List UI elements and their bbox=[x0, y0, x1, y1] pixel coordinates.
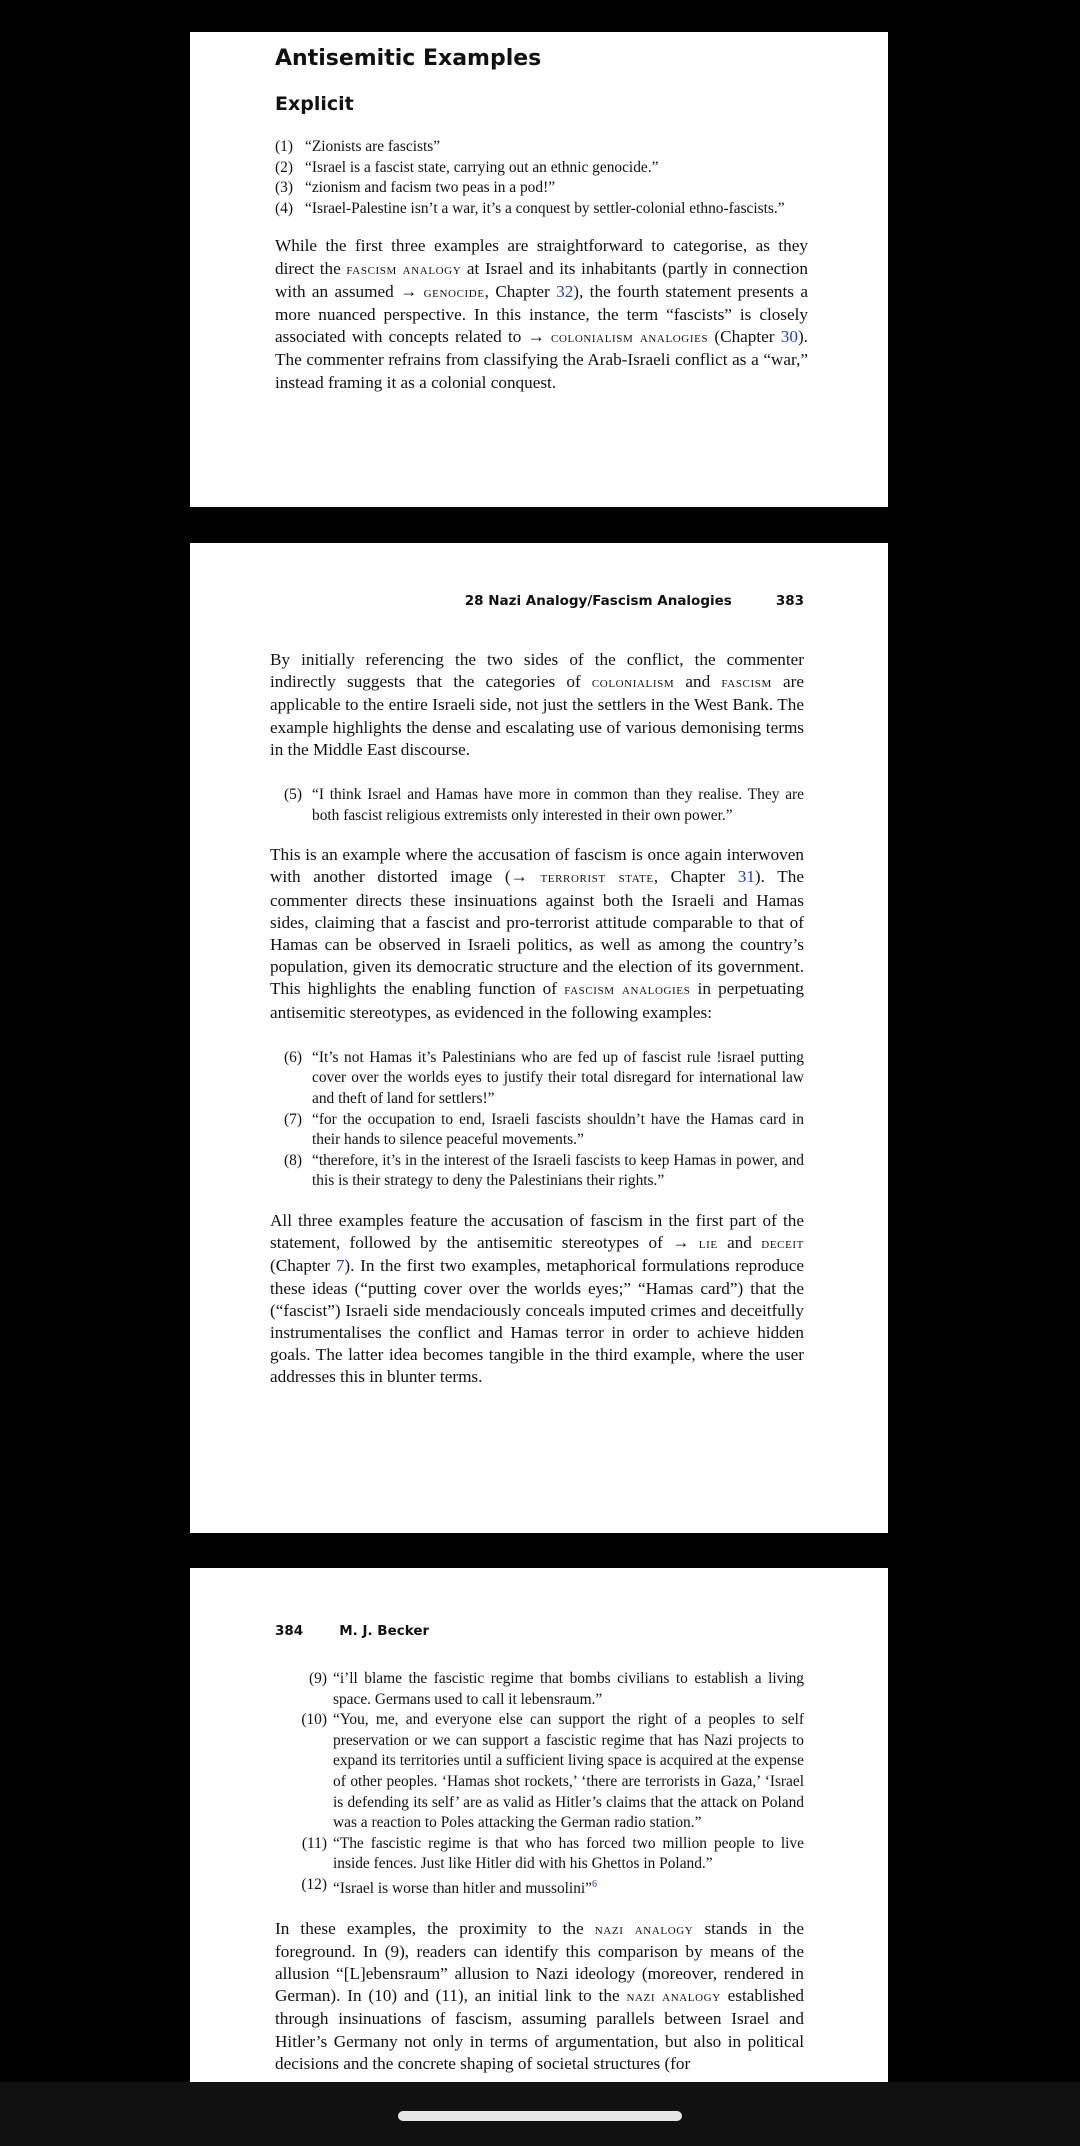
list-item: (7) “for the occupation to end, Israeli fascists shouldn’t have the Hamas card in their hands to silence peaceful movements.” bbox=[284, 1110, 804, 1149]
chapter-link[interactable]: 32 bbox=[556, 281, 574, 301]
chapter-link[interactable]: 30 bbox=[780, 327, 798, 347]
body-paragraph: All three examples feature the accusation of fascism in the first part of the statement, followed by the antisemitic stereotypes of → lie and deceit (Chapter 7). In the first two examples, metaphorical formulations reproduce these ideas (“putting cover over the worlds eyes;” “Hamas card”) that the (“fascist”) Israeli side mendaciously conceals imputed crimes and deceitfully instrumentalises the conflict and Hamas terror in order to achieve hidden goals. The latter idea becomes tangible in the third example, where the user addresses this in blunter terms. bbox=[270, 1210, 805, 1387]
section-heading: Antisemitic Examples bbox=[275, 46, 542, 71]
document-page-3 bbox=[190, 1568, 888, 2082]
example-list bbox=[275, 137, 808, 219]
footnote-link[interactable]: 6 bbox=[592, 1878, 598, 1890]
home-indicator[interactable] bbox=[398, 2111, 682, 2121]
list-item: (10) “You, me, and everyone else can support the right of a peoples to self preservation or we can support a fascistic regime that has Nazi projects to expand its territories until a sufficient living space is acquired at the expense of other peoples. ‘Hamas shot rockets,’ ‘there are terrorists in Gaza,’ ‘Israel is defending its self’ are as valid as Hitler’s claims that the attack on Poland was a reaction to Poles attacking the German radio station.” bbox=[301, 1711, 804, 1832]
example-list bbox=[284, 785, 804, 826]
subsection-heading: Explicit bbox=[275, 93, 354, 115]
example-list bbox=[287, 1669, 804, 1900]
list-item: (6) “It’s not Hamas it’s Palestinians who are fed up of fascist rule !israel putting cover over the worlds eyes to justify their total disregard for international law and theft of land for settlers!” bbox=[284, 1048, 804, 1108]
running-header bbox=[275, 1623, 804, 1639]
page-number: 383 bbox=[775, 593, 804, 609]
body-paragraph: By initially referencing the two sides of the conflict, the commenter indirectly suggests that the categories of colonialism and fascism are applicable to the entire Israeli side, not just the settlers in the West Bank. The example highlights the dense and escalating use of various demonising terms in the Middle East discourse. bbox=[270, 650, 804, 759]
list-item: (4) “Israel-Palestine isn’t a war, it’s a conquest by settler-colonial ethno-fascists.” bbox=[275, 199, 785, 217]
page-number: 384 bbox=[275, 1623, 304, 1639]
list-item: (9) “i’ll blame the fascistic regime that bombs civilians to establish a living space. Germans used to call it lebensraum.” bbox=[309, 1670, 804, 1708]
example-list bbox=[284, 1048, 804, 1192]
chapter-header: 28 Nazi Analogy/Fascism Analogies bbox=[464, 593, 732, 609]
body-paragraph: While the first three examples are straightforward to categorise, as they direct the fascism analogy at Israel and its inhabitants (partly in connection with an assumed → genocide, Chapter 32), the fourth statement presents a more nuanced perspective. In this instance, the term “fascists” is closely associated with concepts related to → colonialism analogies (Chapter 30). The commenter refrains from classifying the Arab-Israeli conflict as a “war,” instead framing it as a colonial conquest. bbox=[275, 236, 808, 392]
list-item: (1) “Zionists are fascists” bbox=[275, 138, 441, 155]
chapter-link[interactable]: 31 bbox=[737, 867, 755, 887]
chapter-link[interactable]: 7 bbox=[335, 1256, 345, 1276]
body-paragraph: This is an example where the accusation of fascism is once again interwoven with another distorted image (→ terrorist state, Chapter 31). The commenter directs these insinuations against both the Israeli and Hamas sides, claiming that a fascist and pro-terrorist attitude comparable to that of Hamas can be observed in Israeli politics, as well as among the country’s population, given its democratic structure and the election of its government. This highlights the enabling function of fascism analogies in perpetuating antisemitic stereotypes, as evidenced in the following examples: bbox=[270, 845, 804, 1022]
list-item: (8) “therefore, it’s in the interest of the Israeli fascists to keep Hamas in power, and this is their strategy to deny the Palestinians their rights.” bbox=[284, 1151, 804, 1190]
list-item: (12) “Israel is worse than hitler and mussolini”$^6$ bbox=[301, 1875, 598, 1898]
author-name: M. J. Becker bbox=[339, 1623, 430, 1639]
list-item: (3) “zionism and facism two peas in a pod!” bbox=[275, 179, 556, 197]
running-header bbox=[270, 593, 804, 609]
document-page-1 bbox=[190, 32, 888, 507]
list-item: (2) “Israel is a fascist state, carrying out an ethnic genocide.” bbox=[275, 158, 659, 176]
list-item: (5) “I think Israel and Hamas have more in common than they realise. They are both fascist religious extremists only interested in their own power.” bbox=[284, 786, 804, 824]
list-item: (11) “The fascistic regime is that who has forced two million people to live inside fences. Just like Hitler did with his Ghettos in Poland.” bbox=[301, 1834, 804, 1873]
document-page-2 bbox=[190, 543, 888, 1533]
body-paragraph: In these examples, the proximity to the nazi analogy stands in the foreground. In (9), readers can identify this comparison by means of the allusion “[L]ebensraum” allusion to Nazi ideology (moreover, rendered in German). In (10) and (11), an initial link to the nazi analogy established through insinuations of fascism, assuming parallels between Israel and Hitler’s Germany not only in terms of argumentation, but also in political decisions and the concrete shaping of societal structures (for bbox=[275, 1918, 804, 2073]
